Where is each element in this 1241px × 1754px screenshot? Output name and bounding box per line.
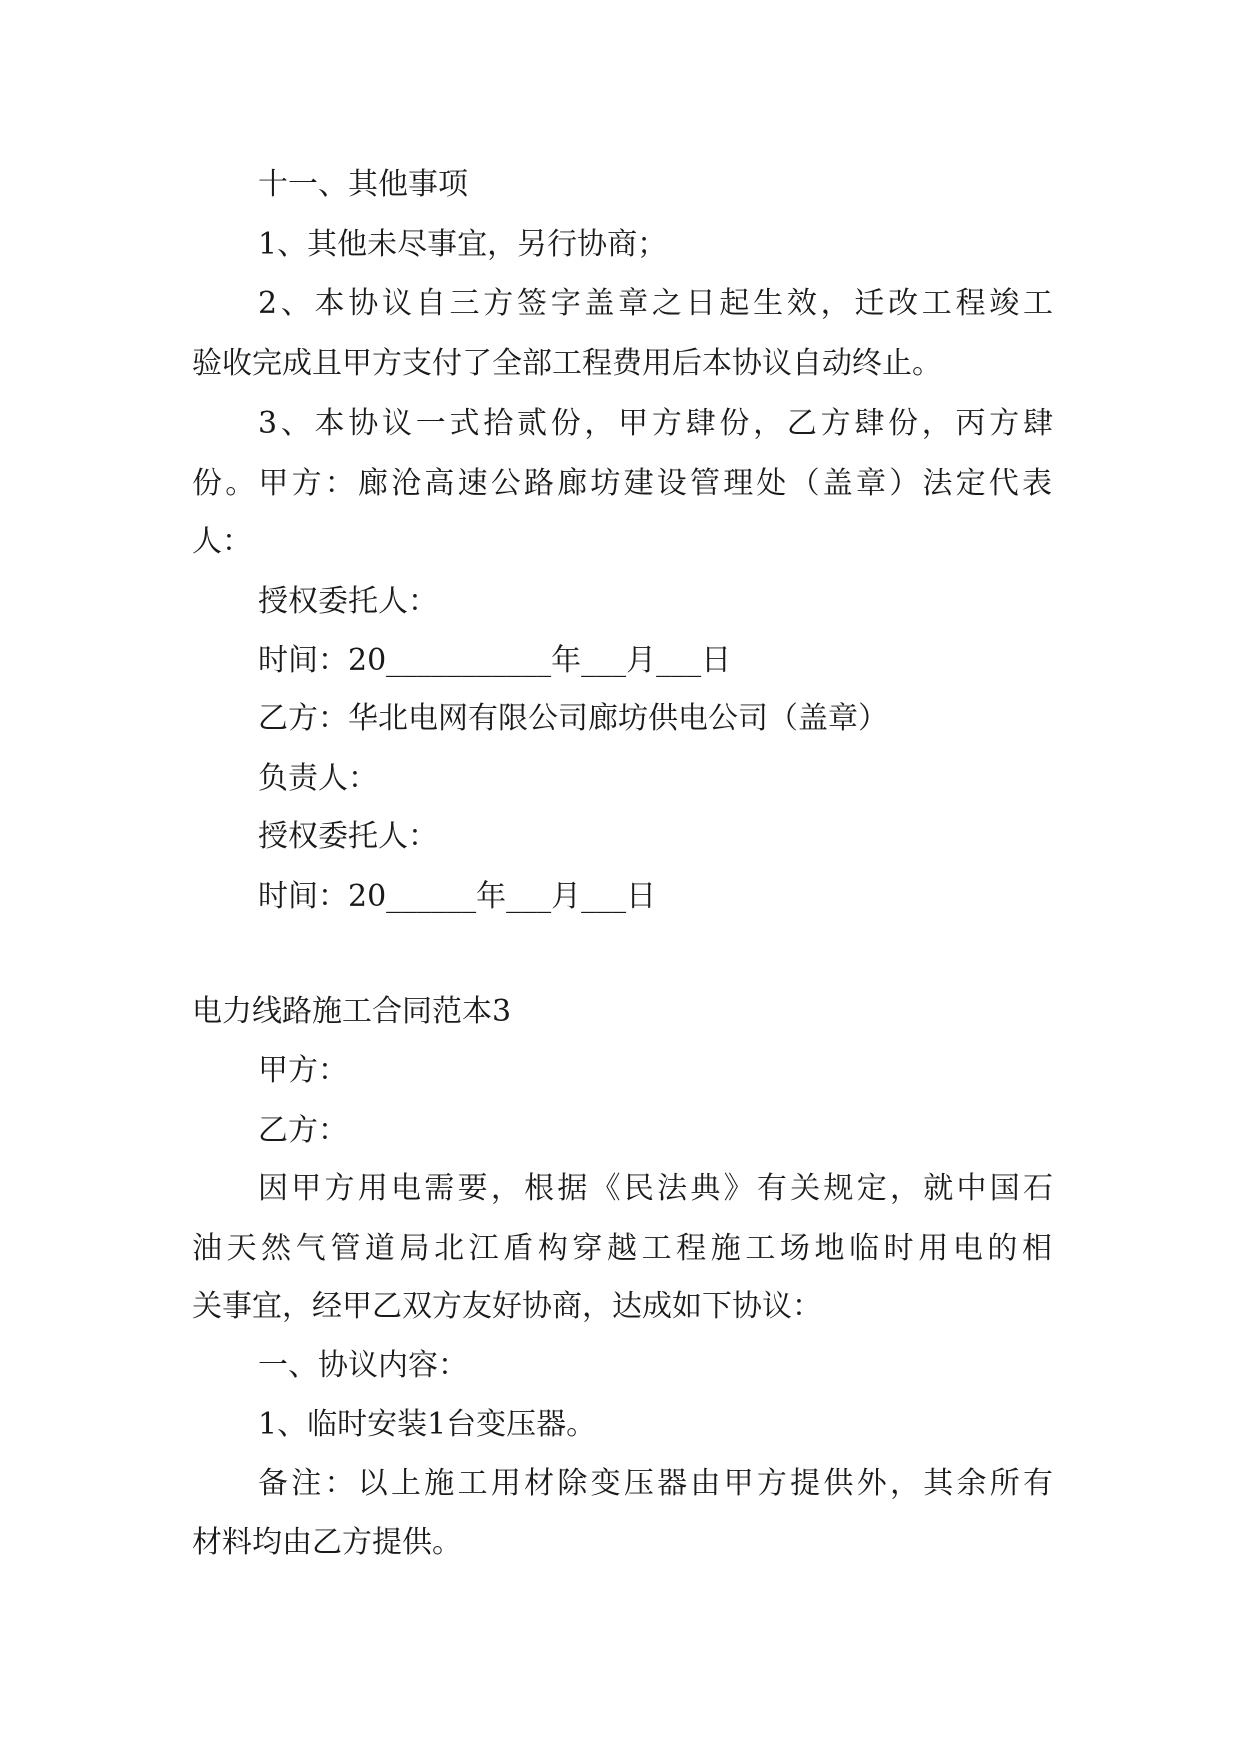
party-b-line: 乙方：华北电网有限公司廊坊供电公司（盖章） (258, 701, 888, 736)
paragraph-line: 油天然气管道局北江盾构穿越工程施工场地临时用电的相 (192, 1231, 1052, 1266)
paragraph-line: 关事宜，经甲乙双方友好协商，达成如下协议： (192, 1289, 822, 1324)
paragraph-line: 1、临时安装1台变压器。 (258, 1407, 597, 1442)
authorized-agent-label: 授权委托人： (258, 584, 438, 619)
responsible-person-label: 负责人： (258, 761, 378, 796)
authorized-agent-label: 授权委托人： (258, 819, 438, 854)
date-line: 时间：20___________年___月___日 (258, 643, 732, 678)
paragraph-line: 3、本协议一式拾贰份，甲方肆份，乙方肆份，丙方肆 (258, 406, 1053, 441)
paragraph-line: 1、其他未尽事宜，另行协商； (258, 227, 668, 262)
paragraph-line: 因甲方用电需要，根据《民法典》有关规定，就中国石 (258, 1171, 1053, 1206)
paragraph-line: 备注：以上施工用材除变压器由甲方提供外，其余所有 (258, 1466, 1053, 1501)
party-b-label: 乙方： (258, 1113, 348, 1148)
party-a-label: 甲方： (258, 1053, 348, 1088)
paragraph-line: 份。甲方：廊沧高速公路廊坊建设管理处（盖章）法定代表 (192, 466, 1052, 501)
paragraph-line: 人： (192, 524, 252, 559)
date-line: 时间：20______年___月___日 (258, 879, 657, 914)
paragraph-line: 2、本协议自三方签字盖章之日起生效，迁改工程竣工 (258, 286, 1053, 321)
document-title: 电力线路施工合同范本3 (192, 994, 512, 1029)
paragraph-line: 验收完成且甲方支付了全部工程费用后本协议自动终止。 (192, 346, 942, 381)
section-heading-other-matters: 十一、其他事项 (258, 167, 468, 202)
section-heading-agreement-content: 一、协议内容： (258, 1348, 468, 1383)
paragraph-line: 材料均由乙方提供。 (192, 1525, 462, 1560)
